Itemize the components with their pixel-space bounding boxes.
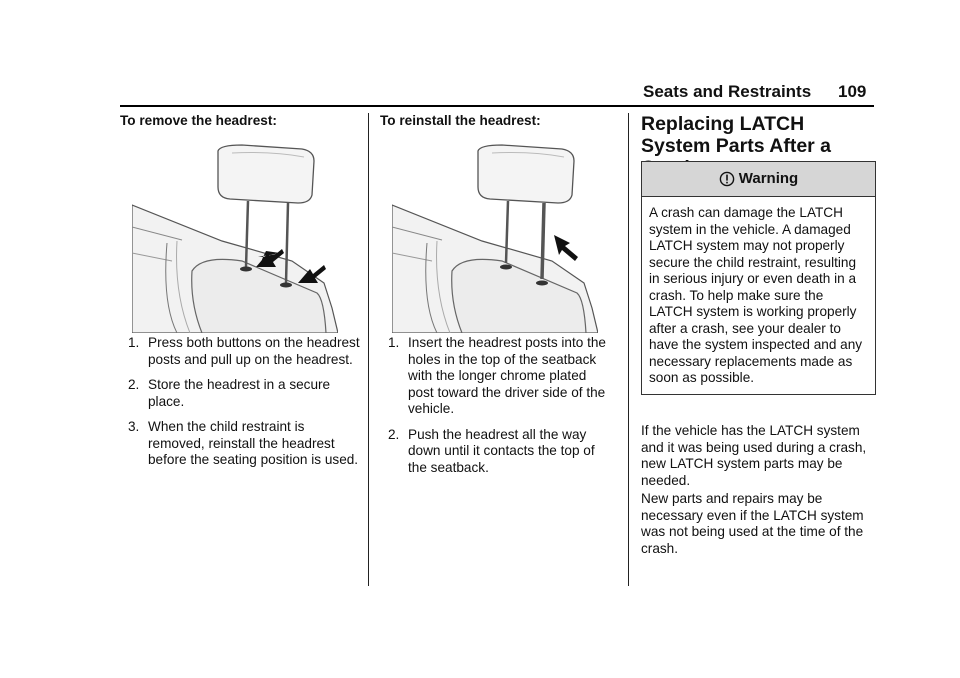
column-divider [368, 113, 369, 586]
header-rule [120, 105, 874, 107]
list-item: 2. Store the headrest in a secure place. [128, 377, 331, 409]
page-header [0, 82, 960, 106]
remove-steps-list [120, 335, 360, 478]
headrest-removal-illustration [132, 143, 338, 333]
reinstall-steps-list [380, 335, 615, 485]
warning-icon [719, 171, 735, 187]
warning-box [641, 161, 876, 395]
list-item: 2. Push the headrest all the way down until it contacts the top of the seatback. [388, 426, 595, 475]
section-title: Seats and Restraints [643, 82, 812, 101]
list-item: 1. Insert the headrest posts into the holes in the top of the seatback with the longer chrome plated post toward the driver side of the vehicle. [388, 335, 606, 416]
headrest-reinstall-illustration [392, 143, 598, 333]
warning-text: A crash can damage the LATCH system in the vehicle. A damaged LATCH system may not properly secure the child restraint, resulting in serious injury or even death in a crash. To help make sure the LATCH system is working properly after a crash, see your dealer to have the system inspected and any necessary replacements made as soon as possible. [649, 205, 863, 385]
warning-header [642, 162, 875, 197]
remove-headrest-heading: To remove the headrest: [120, 113, 277, 128]
page-number: 109 [838, 82, 867, 101]
list-item: 1. Press both buttons on the headrest posts and pull up on the headrest. [128, 335, 360, 367]
middle-column [380, 113, 615, 475]
left-column [120, 113, 360, 467]
paragraph: New parts and repairs may be necessary even if the LATCH system was not being used at the time of the crash. [641, 491, 864, 556]
latch-section-title: Replacing LATCH System Parts After a [641, 113, 832, 157]
paragraph: If the vehicle has the LATCH system and it was being used during a crash, new LATCH system parts may be needed. [641, 423, 867, 488]
reinstall-headrest-heading: To reinstall the headrest: [380, 113, 541, 128]
list-item: 3. When the child restraint is removed, reinstall the headrest before the seating position is used. [128, 419, 359, 467]
warning-label: Warning [738, 169, 799, 187]
column-divider [628, 113, 629, 586]
